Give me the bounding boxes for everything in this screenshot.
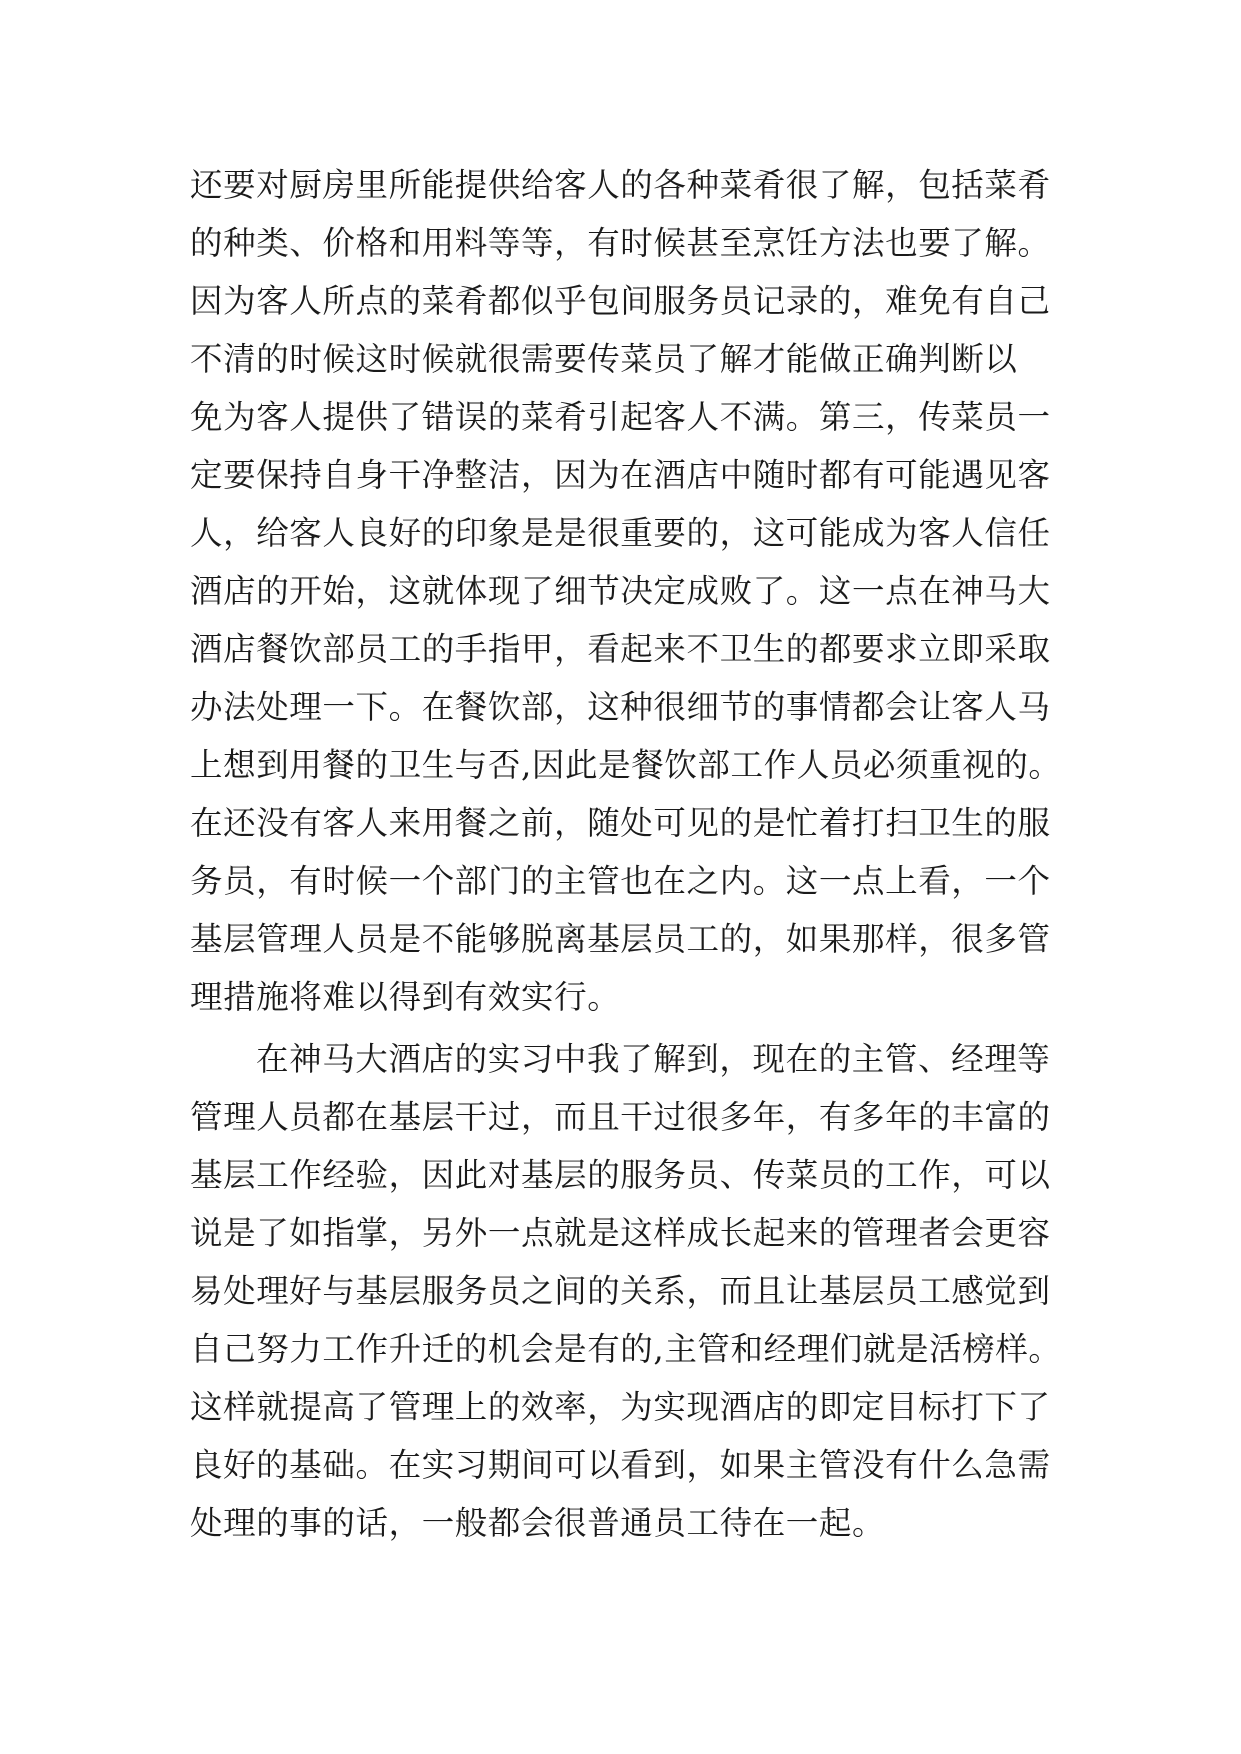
text-line: 在神马大酒店的实习中我了解到，现在的主管、经理等 — [256, 1040, 1051, 1078]
paragraph-2 — [190, 1030, 1060, 1552]
text-line: 务员，有时候一个部门的主管也在之内。这一点上看，一个 — [190, 862, 1051, 900]
text-line: 酒店的开始，这就体现了细节决定成败了。这一点在神马大 — [190, 572, 1051, 610]
text-line: 理措施将难以得到有效实行。 — [190, 978, 621, 1016]
text-line: 说是了如指掌，另外一点就是这样成长起来的管理者会更容 — [190, 1214, 1051, 1252]
text-line: 处理的事的话，一般都会很普通员工待在一起。 — [190, 1504, 886, 1542]
text-line: 良好的基础。在实习期间可以看到，如果主管没有什么急需 — [190, 1446, 1051, 1484]
text-line: 定要保持自身干净整洁，因为在酒店中随时都有可能遇见客 — [190, 456, 1051, 494]
text-line: 管理人员都在基层干过，而且干过很多年，有多年的丰富的 — [190, 1098, 1051, 1136]
text-line: 基层工作经验，因此对基层的服务员、传菜员的工作，可以 — [190, 1156, 1051, 1194]
text-line: 的种类、价格和用料等等，有时候甚至烹饪方法也要了解。 — [190, 224, 1051, 262]
paragraph-1 — [190, 156, 1060, 1026]
text-line: 这样就提高了管理上的效率，为实现酒店的即定目标打下了 — [190, 1388, 1051, 1426]
text-line: 因为客人所点的菜肴都似乎包间服务员记录的，难免有自己 — [190, 282, 1051, 320]
document-body — [190, 156, 1060, 1552]
text-line: 免为客人提供了错误的菜肴引起客人不满。第三，传菜员一 — [190, 398, 1051, 436]
text-line: 在还没有客人来用餐之前，随处可见的是忙着打扫卫生的服 — [190, 804, 1051, 842]
text-line: 人，给客人良好的印象是是很重要的，这可能成为客人信任 — [190, 514, 1051, 552]
text-line: 还要对厨房里所能提供给客人的各种菜肴很了解，包括菜肴 — [190, 166, 1051, 204]
text-line: 酒店餐饮部员工的手指甲，看起来不卫生的都要求立即采取 — [190, 630, 1051, 668]
text-line: 上想到用餐的卫生与否,因此是餐饮部工作人员必须重视的。 — [190, 746, 1062, 784]
text-line: 自己努力工作升迁的机会是有的,主管和经理们就是活榜样。 — [190, 1330, 1062, 1368]
text-line: 易处理好与基层服务员之间的关系，而且让基层员工感觉到 — [190, 1272, 1051, 1310]
text-line: 基层管理人员是不能够脱离基层员工的，如果那样，很多管 — [190, 920, 1051, 958]
text-line: 不清的时候这时候就很需要传菜员了解才能做正确判断以 — [190, 340, 1018, 378]
text-line: 办法处理一下。在餐饮部，这种很细节的事情都会让客人马 — [190, 688, 1051, 726]
